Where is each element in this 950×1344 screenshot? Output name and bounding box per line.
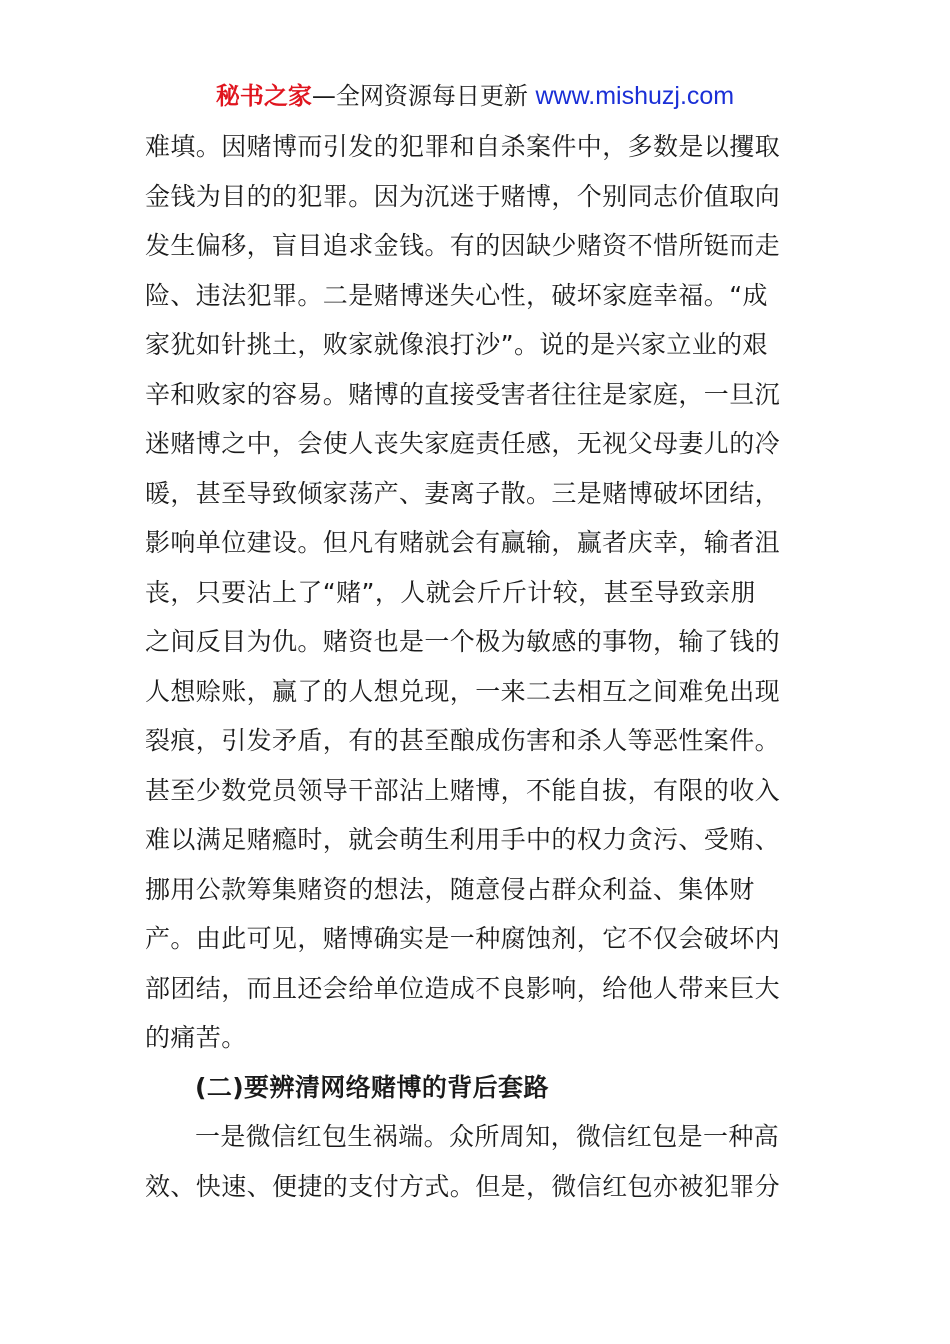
text-line: 辛和败家的容易。赌博的直接受害者往往是家庭，一旦沉 — [145, 379, 781, 409]
text-line: 效、快速、便捷的支付方式。但是，微信红包亦被犯罪分 — [145, 1171, 781, 1201]
document-body — [145, 122, 805, 1211]
text-line: 影响单位建设。但凡有赌就会有赢输，赢者庆幸，输者沮 — [145, 528, 781, 557]
text-line: 发生偏移，盲目追求金钱。有的因缺少赌资不惜所铤而走 — [145, 231, 781, 260]
text-line: 险、违法犯罪。二是赌博迷失心性，破坏家庭幸福。“成 — [145, 280, 768, 310]
text-line: 一是微信红包生祸端。众所周知，微信红包是一种高 — [195, 1122, 780, 1151]
text-line: 难填。因赌博而引发的犯罪和自杀案件中，多数是以攫取 — [145, 132, 781, 161]
text-line: 裂痕，引发矛盾，有的甚至酿成伤害和杀人等恶性案件。 — [145, 726, 781, 755]
brand-name: 秘书之家 — [215, 82, 312, 110]
text-line: 丧，只要沾上了“赌”，人就会斤斤计较，甚至导致亲朋 — [145, 577, 756, 607]
text-line: 家犹如针挑土，败家就像浪打沙”。说的是兴家立业的艰 — [145, 330, 768, 359]
site-url-link[interactable]: www.mishuzj.com — [535, 82, 735, 110]
text-line: 难以满足赌瘾时，就会萌生利用手中的权力贪污、受贿、 — [145, 825, 781, 854]
text-line: 挪用公款筹集赌资的想法，随意侵占群众利益、集体财 — [145, 874, 755, 904]
text-line: 的痛苦。 — [145, 1023, 247, 1052]
text-line: 之间反目为仇。赌资也是一个极为敏感的事物，输了钱的 — [145, 627, 781, 656]
section-heading: (二)要辨清网络赌博的背后套路 — [195, 1072, 549, 1102]
text-line: 迷赌博之中，会使人丧失家庭责任感，无视父母妻儿的冷 — [145, 429, 781, 458]
page-header — [0, 80, 950, 112]
text-line: 部团结，而且还会给单位造成不良影响，给他人带来巨大 — [145, 973, 781, 1003]
text-line: 人想赊账，赢了的人想兑现，一来二去相互之间难免出现 — [145, 676, 781, 706]
text-line: 暖，甚至导致倾家荡产、妻离子散。三是赌博破坏团结， — [145, 478, 781, 508]
header-tagline: —全网资源每日更新 — [311, 82, 536, 110]
text-line: 产。由此可见，赌博确实是一种腐蚀剂，它不仅会破坏内 — [145, 924, 781, 953]
text-line: 甚至少数党员领导干部沾上赌博，不能自拔，有限的收入 — [145, 775, 781, 805]
text-line: 金钱为目的的犯罪。因为沉迷于赌博，个别同志价值取向 — [145, 181, 781, 211]
